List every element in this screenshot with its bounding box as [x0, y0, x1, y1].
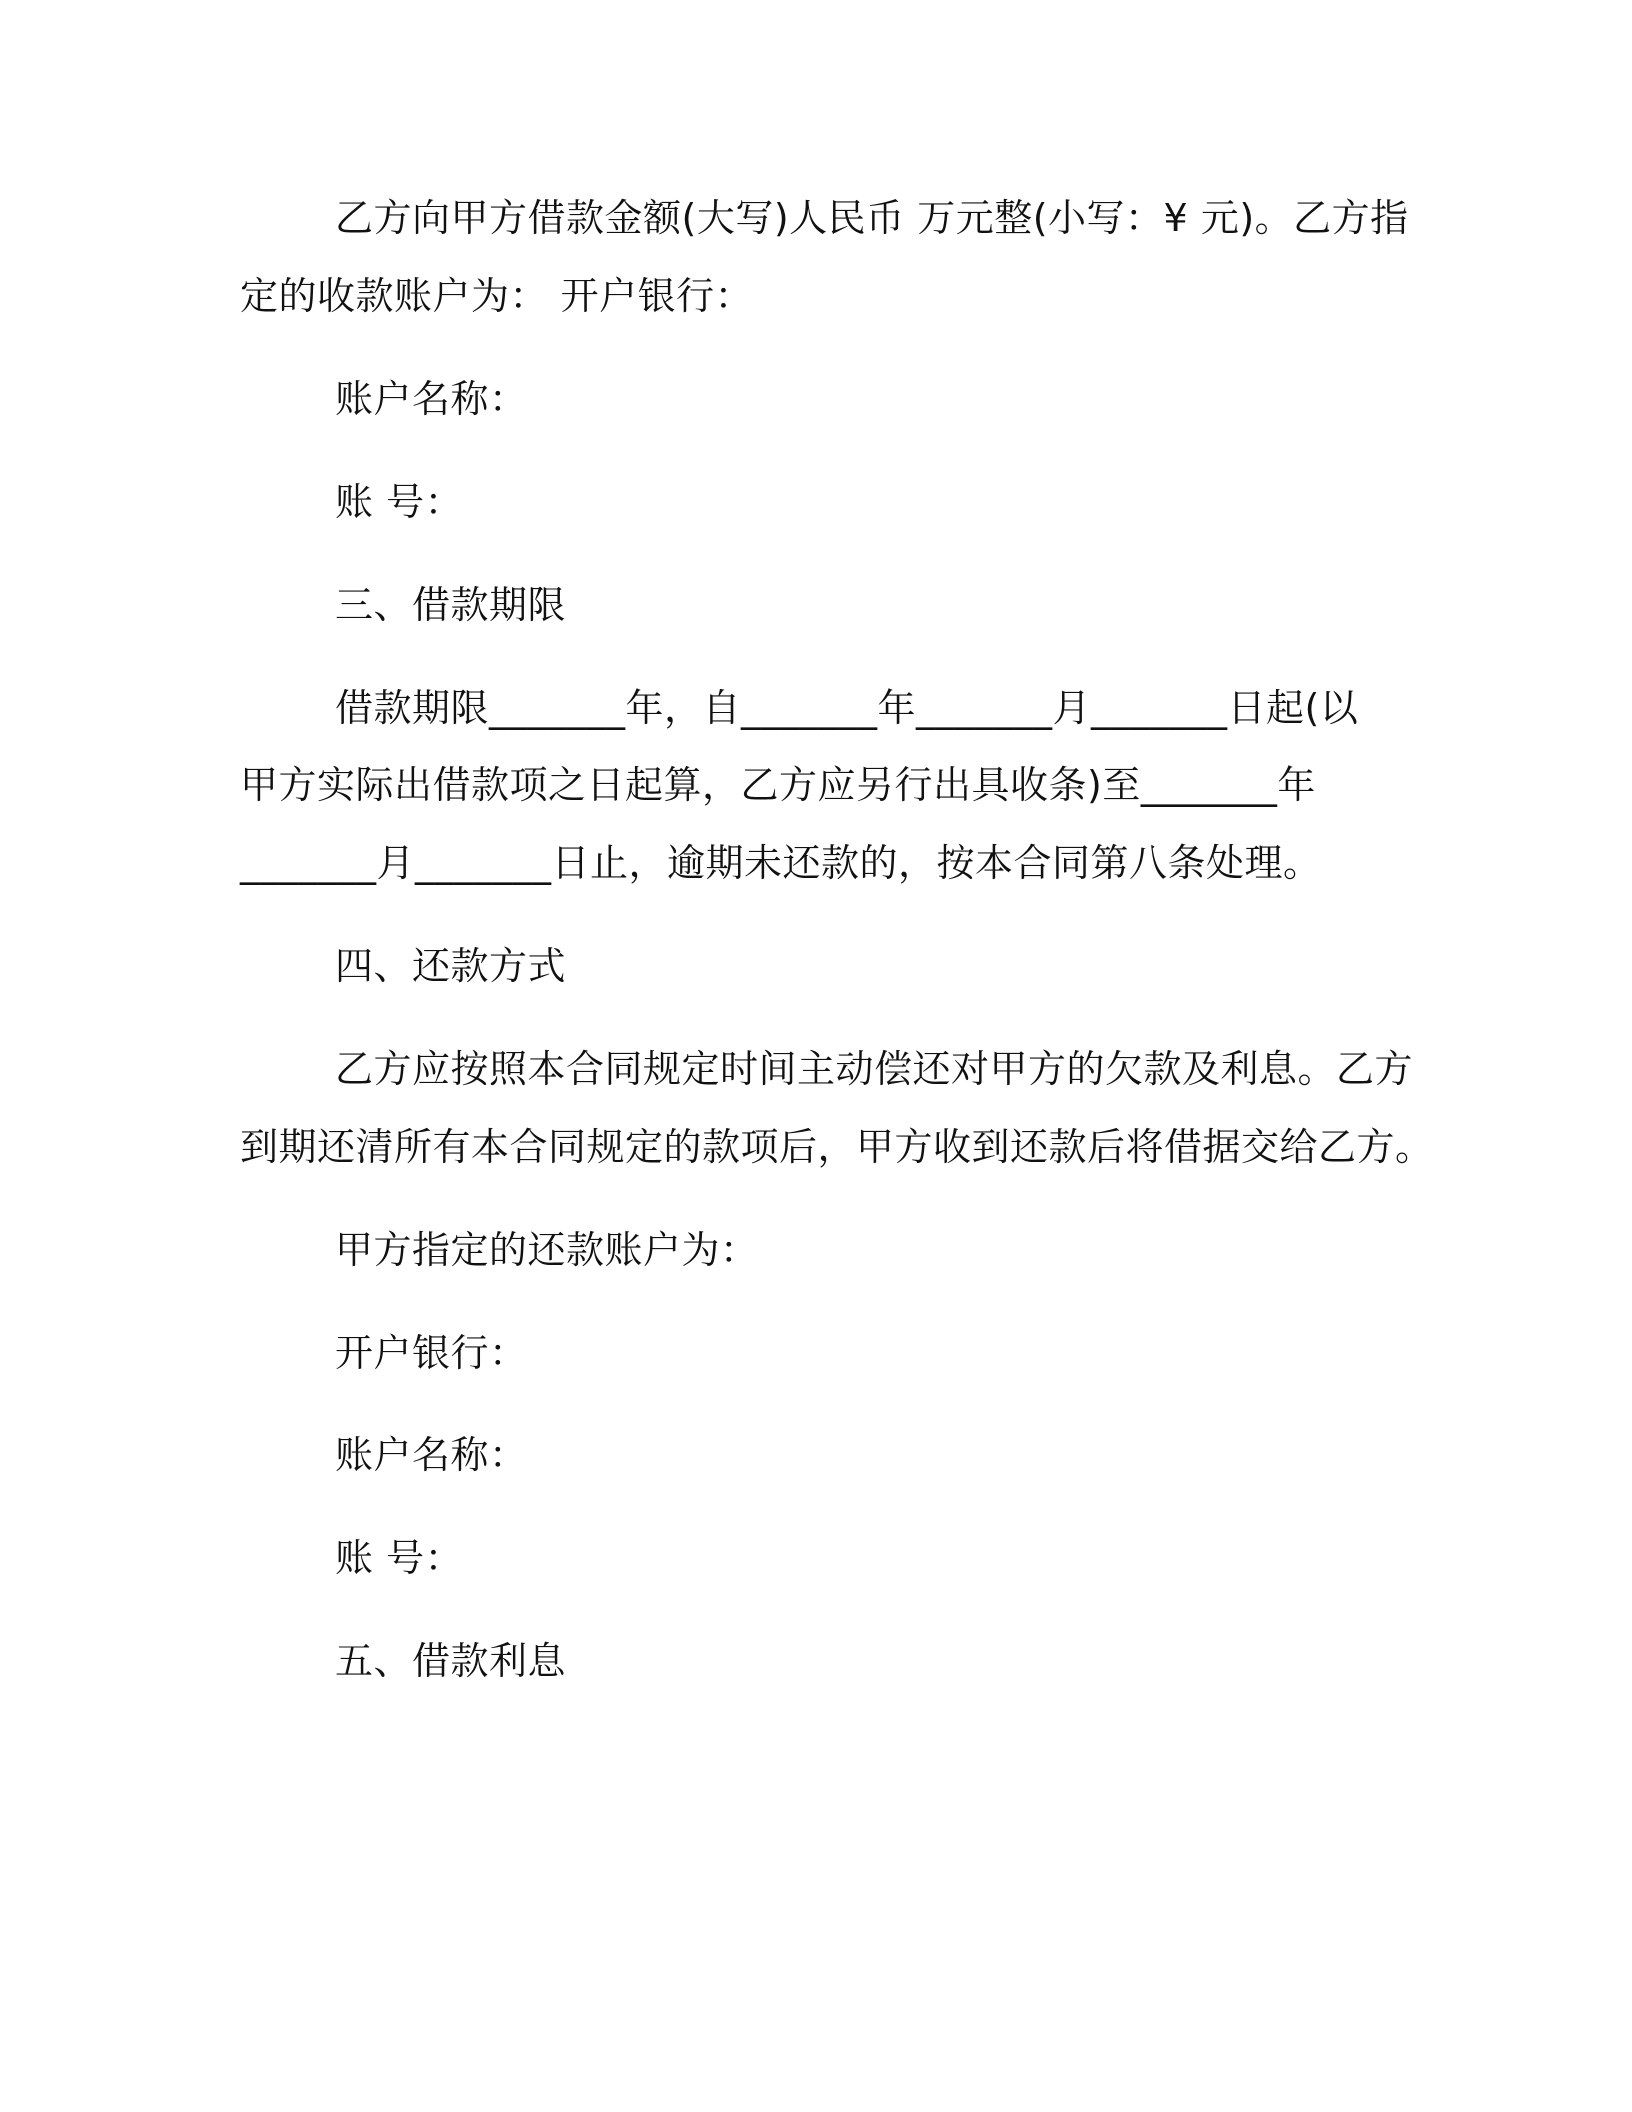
lender-repayment-account-label: 甲方指定的还款账户为： — [335, 1228, 759, 1272]
section-heading-repayment-method: 四、还款方式 — [335, 944, 567, 988]
borrower-account-name: 账户名称： — [335, 377, 528, 421]
loan-amount-line-1: 乙方向甲方借款金额(大写)人民币 万元整(小写：¥ 元)。乙方指 — [335, 196, 1409, 240]
loan-term-line-3: _______月_______日止，逾期未还款的，按本合同第八条处理。 — [240, 841, 1322, 885]
loan-amount-line-2: 定的收款账户为： 开户银行： — [240, 274, 754, 318]
lender-bank-name: 开户银行： — [335, 1331, 528, 1375]
loan-term-line-1: 借款期限_______年，自_______年_______月_______日起(以 — [335, 686, 1359, 730]
lender-account-name: 账户名称： — [335, 1433, 528, 1477]
repayment-line-1: 乙方应按照本合同规定时间主动偿还对甲方的欠款及利息。乙方 — [335, 1047, 1414, 1091]
section-heading-loan-interest: 五、借款利息 — [335, 1639, 567, 1683]
repayment-line-2: 到期还清所有本合同规定的款项后，甲方收到还款后将借据交给乙方。 — [240, 1125, 1434, 1169]
loan-term-line-2: 甲方实际出借款项之日起算，乙方应另行出具收条)至_______年 — [240, 763, 1316, 807]
borrower-account-number: 账 号： — [335, 480, 464, 524]
section-heading-loan-term: 三、借款期限 — [335, 583, 567, 627]
lender-account-number: 账 号： — [335, 1536, 464, 1580]
